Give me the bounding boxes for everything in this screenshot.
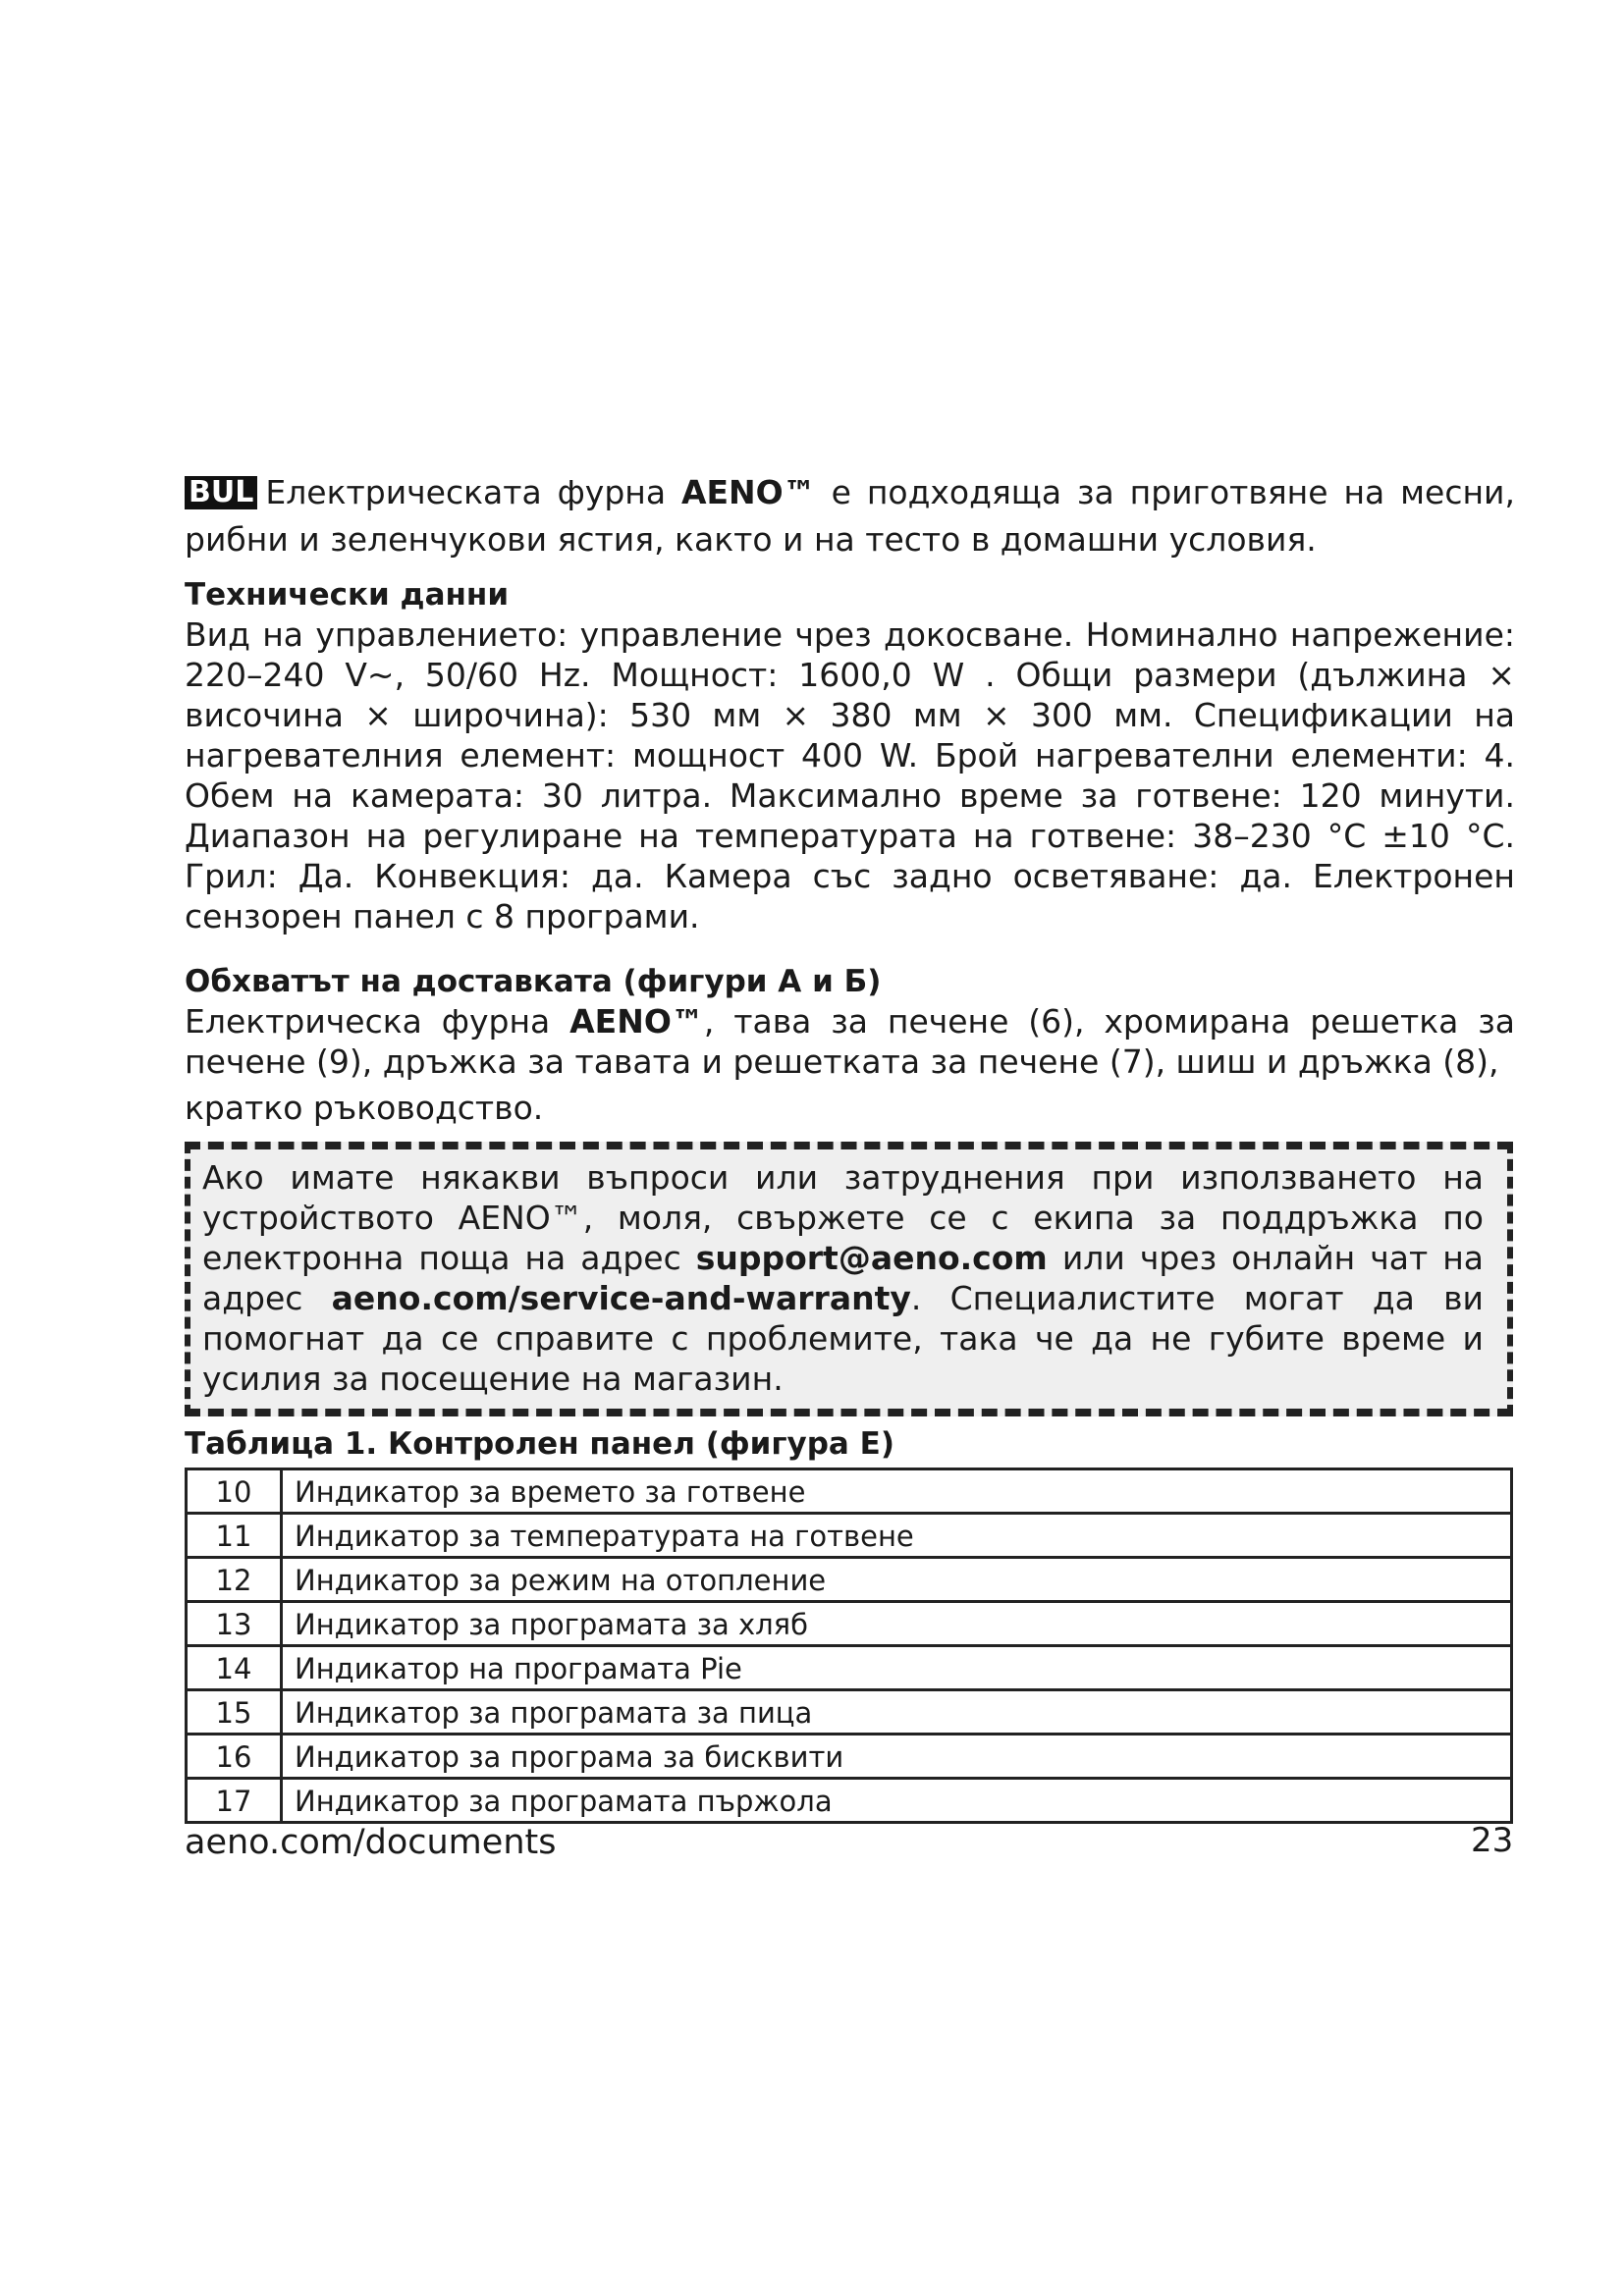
table-row [187,1735,1512,1779]
scope-text-after: , тава за печене (6), хромирана решетка за печене (9), дръжка за тавата и решетката за печене (7), шиш и дръжка (8), [185,1002,1515,1081]
row-label: Индикатор за режим на отопление [282,1558,1512,1602]
scope-heading: Обхватът на доставката (фигури А и Б) [185,964,882,999]
row-number: 14 [187,1646,282,1690]
row-label: Индикатор за температурата на готвене [282,1514,1512,1558]
table-row [187,1469,1512,1514]
table-row [187,1690,1512,1735]
row-label: Индикатор на програмата Pie [282,1646,1512,1690]
table-row [187,1602,1512,1646]
intro-text-before: Електрическата фурна [265,473,681,511]
row-number: 17 [187,1779,282,1823]
scope-body-last-line: кратко ръководство. [185,1089,544,1127]
tech-body: Вид на управлението: управление чрез докосване. Номинално напрежение: 220–240 V~, 50/60 Hz. Мощност: 1600,0 W . Общи размери (дължина × височина × широчина): 530 мм × 380 мм × 300 мм. Спецификации на нагревателния елемент: мощност 400 W. Брой нагревателни елементи: 4. Обем на камерата: 30 литра. Максимално време за готвене: 120 минути. Диапазон на регулиране на температурата на готвене: 38–230 °С ±10 °С. Грил: Да. Конвекция: да. Камера със задно осветяване: да. Електронен сензорен панел с 8 програми. [185,615,1515,935]
notice-text-2: или чрез онлайн чат на адрес [202,1239,1485,1317]
row-number: 10 [187,1469,282,1514]
scope-body [185,1001,1515,1082]
language-badge: BUL [185,476,257,509]
table-title: Таблица 1. Контролен панел (фигура Е) [185,1426,894,1462]
row-label: Индикатор за програмата пържола [282,1779,1512,1823]
scope-brand: AENO™ [569,1002,704,1041]
page-number: 23 [1471,1821,1514,1860]
intro-brand: AENO™ [680,473,816,511]
row-number: 12 [187,1558,282,1602]
intro-text-after: е подходяща за приготвяне на месни, рибни и зеленчукови ястия, както и на тесто в домашни условия. [185,473,1515,559]
row-number: 11 [187,1514,282,1558]
support-email[interactable]: support@aeno.com [695,1239,1048,1277]
row-number: 16 [187,1735,282,1779]
row-label: Индикатор за времето за готвене [282,1469,1512,1514]
tech-heading: Технически данни [185,577,510,613]
row-label: Индикатор за програмата за хляб [282,1602,1512,1646]
footer-url[interactable]: aeno.com/documents [185,1823,557,1862]
manual-page [185,469,1515,1824]
notice-text-1: Ако имате някакви въпроси или затруднения при използването на устройството AENO™, моля, свържете се с екипа за поддръжка по електронна поща на адрес [202,1158,1484,1277]
intro-paragraph [185,469,1515,563]
table-row [187,1646,1512,1690]
table-row [187,1558,1512,1602]
support-notice-box [185,1142,1513,1416]
service-link[interactable]: aeno.com/service-and-warranty [331,1279,911,1317]
row-label: Индикатор за програмата за пица [282,1690,1512,1735]
scope-text-before: Електрическа фурна [185,1002,570,1041]
row-number: 13 [187,1602,282,1646]
table-row [187,1514,1512,1558]
row-label: Индикатор за програма за бисквити [282,1735,1512,1779]
table-row [187,1779,1512,1823]
control-panel-table [185,1468,1513,1824]
notice-text-3: . Специалистите могат да ви помогнат да се справите с проблемите, така че да не губите време и усилия за посещение на магазин. [202,1279,1484,1398]
row-number: 15 [187,1690,282,1735]
